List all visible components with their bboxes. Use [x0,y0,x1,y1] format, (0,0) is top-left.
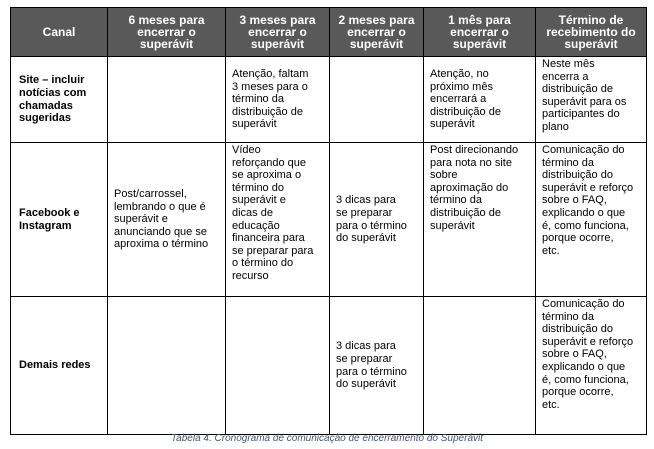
row-label-other-networks: Demais redes [11,297,108,435]
table-cell: Atenção, no próximo mês encerrará a distribuição de superávit [424,57,536,143]
table-cell: Atenção, faltam 3 meses para o término da distribuição de superávit [226,57,330,143]
table-cell: Comunicação do término da distribuição do superávit e reforço sobre o FAQ, explicando o que é, como funciona, porque ocorre, etc. [536,297,647,435]
table-cell: 3 dicas para se preparar para o término do superávit [330,143,424,297]
table-header-row [11,8,647,57]
table-row [11,297,647,435]
header-6-months: 6 meses para encerrar o superávit [108,8,226,57]
table-cell [108,57,226,143]
table-cell: Post direcionando para nota no site sobre aproximação do término da distribuição de superávit [424,143,536,297]
header-3-months: 3 meses para encerrar o superávit [226,8,330,57]
table-cell [330,57,424,143]
table-cell [424,297,536,435]
table-caption: Tabela 4. Cronograma de comunicação de encerramento do Superávit [170,433,484,444]
table-cell: 3 dicas para se preparar para o término do superávit [330,297,424,435]
header-end-of-surplus: Término de recebimento do superávit [536,8,647,57]
table-cell [108,297,226,435]
row-label-facebook-instagram: Facebook e Instagram [11,143,108,297]
communication-schedule-table [10,7,647,435]
row-label-site: Site – incluir notícias com chamadas sugeridas [11,57,108,143]
table-cell [226,297,330,435]
table-cell: Comunicação do término da distribuição do superávit e reforço sobre o FAQ, explicando o que é, como funciona, porque ocorre, etc. [536,143,647,297]
header-2-months: 2 meses para encerrar o superávit [330,8,424,57]
table-cell: Post/carrossel, lembrando o que é superávit e anunciando que se aproxima o término [108,143,226,297]
table-row [11,57,647,143]
header-canal: Canal [11,8,108,57]
table-cell: Neste mês encerra a distribuição de superávit para os participantes do plano [536,57,647,143]
header-1-month: 1 mês para encerrar o superávit [424,8,536,57]
table-row [11,143,647,297]
table-cell: Vídeo reforçando que se aproxima o término do superávit e dicas de educação financeira para se preparar para o término do recurso [226,143,330,297]
